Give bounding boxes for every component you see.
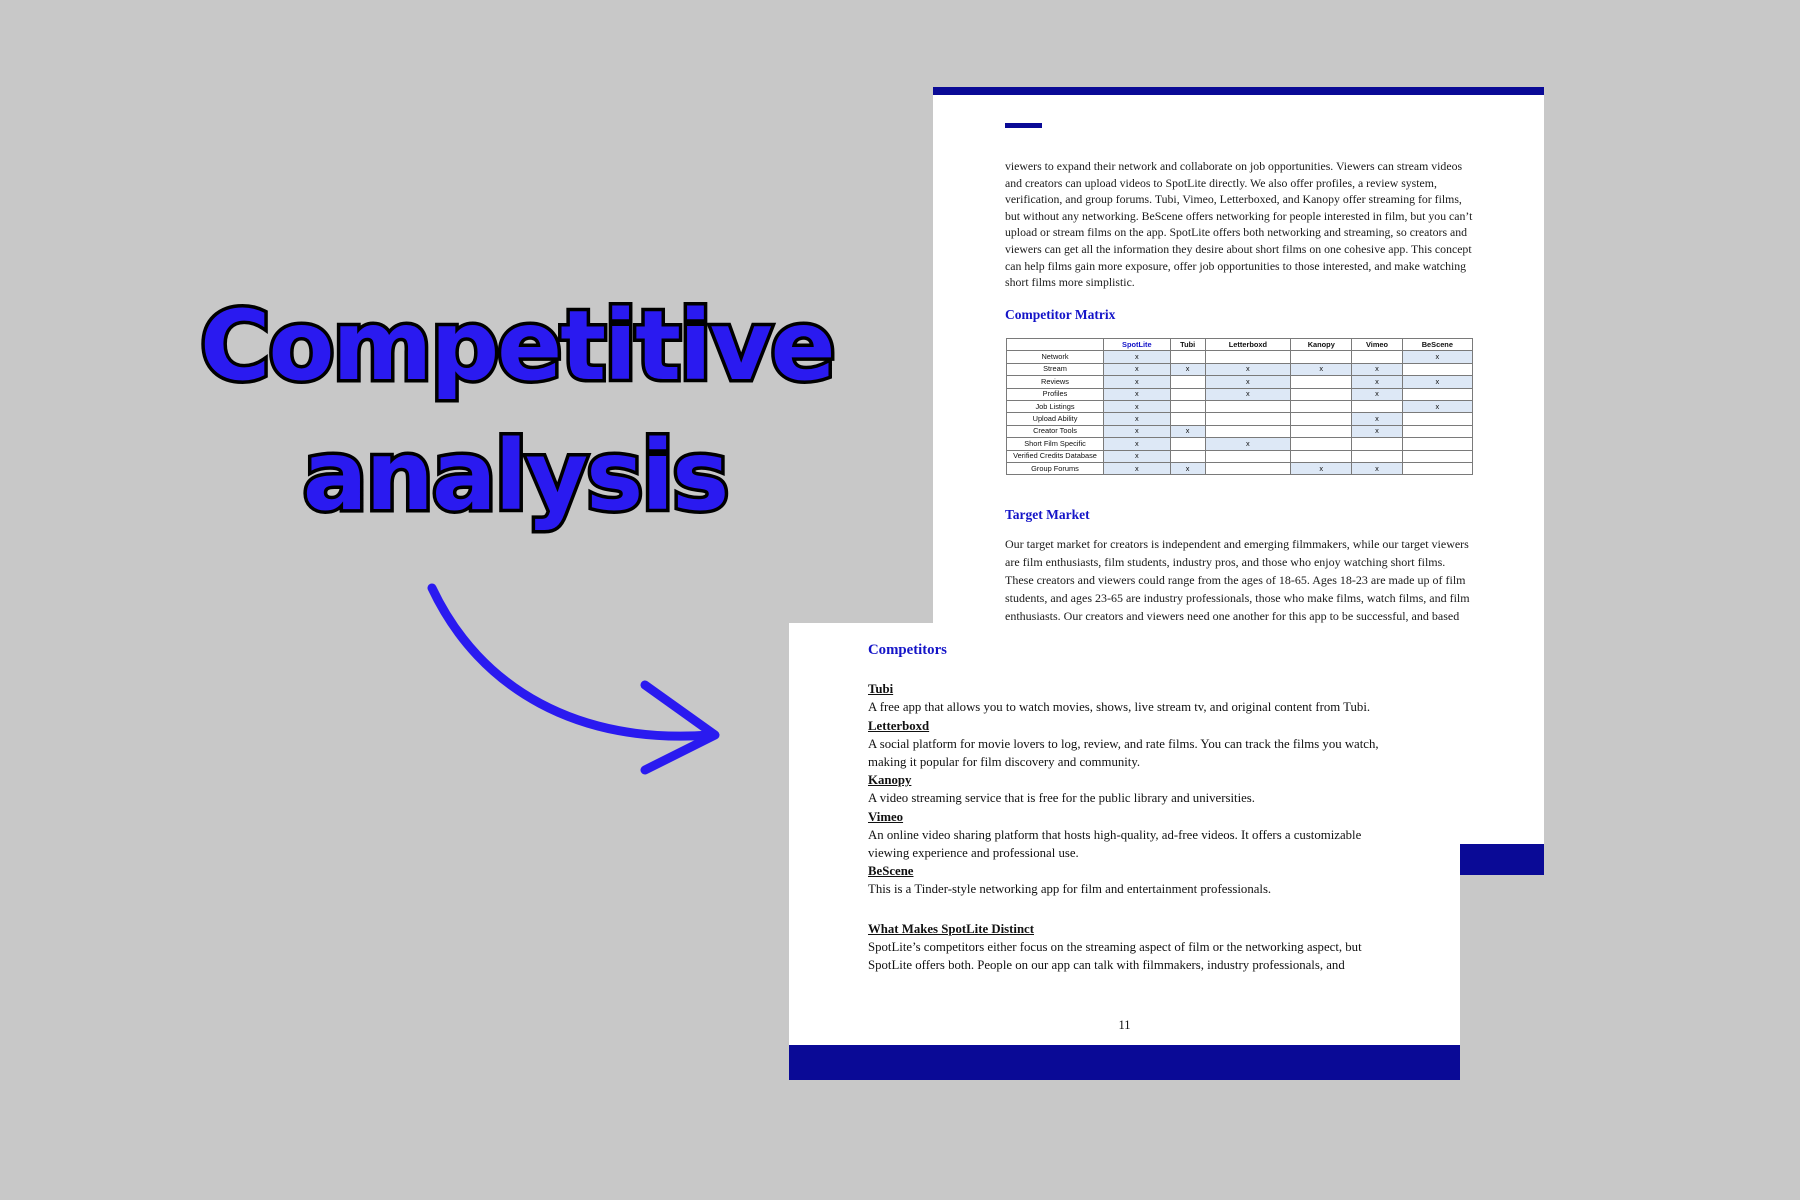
matrix-cell: [1170, 376, 1205, 388]
matrix-row-label: Group Forums: [1007, 462, 1104, 474]
matrix-cell: [1170, 351, 1205, 363]
matrix-cell: [1291, 425, 1352, 437]
competitor-name: Vimeo: [868, 809, 904, 824]
matrix-cell: x: [1205, 388, 1290, 400]
matrix-cell: [1352, 351, 1402, 363]
competitor-description: A free app that allows you to watch movies, shows, live stream tv, and original content from Tubi.: [868, 700, 1371, 715]
matrix-cell: x: [1352, 363, 1402, 375]
intro-paragraph: viewers to expand their network and collaborate on job opportunities. Viewers can stream videos and creators can upload videos to SpotLite directly. We also offer profiles, a review system, verification, and group forums. Tubi, Vimeo, Letterboxed, and Kanopy offer streaming for films, but without any networking. BeScene offers networking for people interested in film, but you can’t upload or stream films on the app. SpotLite offers both networking and streaming, so creators and viewers can get all the information they desire about short films on one cohesive app. This concept can help films gain more exposure, offer job opportunities to those interested, and make watching short films more simplistic.: [1005, 159, 1473, 290]
matrix-cell: x: [1104, 363, 1171, 375]
matrix-row: [1007, 462, 1473, 474]
matrix-cell: [1402, 438, 1472, 450]
matrix-row-label: Network: [1007, 351, 1104, 363]
matrix-cell: x: [1205, 438, 1290, 450]
matrix-cell: x: [1205, 376, 1290, 388]
matrix-cell: [1170, 450, 1205, 462]
matrix-cell: [1291, 413, 1352, 425]
competitor-name: BeScene: [868, 864, 914, 879]
curved-arrow-icon: [400, 570, 730, 790]
competitor-description: A social platform for movie lovers to log, review, and rate films. You can track the films you watch, making it popular for film discovery and community.: [868, 736, 1379, 770]
matrix-cell: [1402, 425, 1472, 437]
page-number: 11: [1118, 1018, 1131, 1032]
matrix-cell: x: [1402, 351, 1472, 363]
matrix-cell: x: [1104, 376, 1171, 388]
competitors-heading: Competitors: [868, 642, 947, 658]
matrix-cell: [1291, 400, 1352, 412]
target-market-paragraph: Our target market for creators is independent and emerging filmmakers, while our target viewers are film enthusiasts, film students, industry pros, and those who enjoy watching short films. These creators and viewers could range from the ages of 18-65. Ages 18-23 are made up of film students, and ages 23-65 are industry professionals, those who make films, watch films, and film enthusiasts. Our creators and viewers need one another for this app to be successful, and based: [1005, 537, 1470, 623]
competitor-name: Letterboxd: [868, 718, 930, 733]
matrix-row: [1007, 425, 1473, 437]
matrix-cell: x: [1205, 363, 1290, 375]
matrix-cell: [1205, 462, 1290, 474]
matrix-cell: [1205, 413, 1290, 425]
competitor-description: This is a Tinder-style networking app for film and entertainment professionals.: [868, 882, 1272, 897]
matrix-row: [1007, 450, 1473, 462]
matrix-cell: x: [1104, 413, 1171, 425]
matrix-cell: [1291, 388, 1352, 400]
matrix-row: [1007, 363, 1473, 375]
matrix-cell: x: [1104, 425, 1171, 437]
matrix-cell: x: [1104, 462, 1171, 474]
matrix-cell: [1291, 351, 1352, 363]
matrix-corner-cell: [1007, 339, 1104, 351]
matrix-column-header: BeScene: [1402, 339, 1472, 351]
matrix-cell: x: [1352, 425, 1402, 437]
matrix-cell: [1352, 438, 1402, 450]
matrix-row: [1007, 388, 1473, 400]
matrix-column-header: Tubi: [1170, 339, 1205, 351]
matrix-cell: x: [1402, 400, 1472, 412]
matrix-cell: [1291, 376, 1352, 388]
matrix-cell: x: [1104, 400, 1171, 412]
matrix-cell: x: [1170, 462, 1205, 474]
matrix-cell: [1205, 351, 1290, 363]
matrix-cell: x: [1352, 413, 1402, 425]
matrix-cell: [1402, 450, 1472, 462]
matrix-cell: [1352, 450, 1402, 462]
matrix-row: [1007, 413, 1473, 425]
matrix-row-label: Job Listings: [1007, 400, 1104, 412]
matrix-cell: [1291, 438, 1352, 450]
matrix-cell: [1402, 462, 1472, 474]
matrix-cell: [1352, 400, 1402, 412]
matrix-row: [1007, 376, 1473, 388]
matrix-cell: [1205, 400, 1290, 412]
matrix-row-label: Creator Tools: [1007, 425, 1104, 437]
matrix-row-label: Profiles: [1007, 388, 1104, 400]
matrix-cell: x: [1104, 351, 1171, 363]
matrix-cell: [1402, 413, 1472, 425]
matrix-cell: [1291, 450, 1352, 462]
matrix-row: [1007, 438, 1473, 450]
competitor-description: A video streaming service that is free for the public library and universities.: [868, 791, 1255, 806]
matrix-heading: Competitor Matrix: [1005, 307, 1116, 322]
matrix-row-label: Verified Credits Database: [1007, 450, 1104, 462]
matrix-row-label: Stream: [1007, 363, 1104, 375]
matrix-column-header: Letterboxd: [1205, 339, 1290, 351]
matrix-column-header: Vimeo: [1352, 339, 1402, 351]
competitor-name: Kanopy: [868, 773, 912, 788]
page-bottom-bar: [789, 1045, 1460, 1080]
competitor-matrix-table: [1006, 338, 1473, 475]
matrix-cell: x: [1104, 388, 1171, 400]
distinct-heading: What Makes SpotLite Distinct: [868, 921, 1035, 936]
matrix-cell: x: [1104, 450, 1171, 462]
front-document-page: [789, 623, 1460, 1080]
matrix-cell: [1170, 413, 1205, 425]
matrix-row-label: Upload Ability: [1007, 413, 1104, 425]
matrix-column-header: Kanopy: [1291, 339, 1352, 351]
matrix-cell: [1402, 363, 1472, 375]
matrix-cell: [1205, 425, 1290, 437]
matrix-cell: x: [1170, 425, 1205, 437]
matrix-row-label: Reviews: [1007, 376, 1104, 388]
matrix-cell: x: [1170, 363, 1205, 375]
matrix-cell: [1402, 388, 1472, 400]
matrix-cell: [1205, 450, 1290, 462]
headline-line-2: analysis: [302, 420, 728, 532]
target-market-heading: Target Market: [1005, 507, 1090, 522]
matrix-cell: x: [1402, 376, 1472, 388]
distinct-paragraph: SpotLite’s competitors either focus on the streaming aspect of film or the networking aspect, but SpotLite offers both. People on our app can talk with filmmakers, industry professionals, and: [868, 939, 1362, 973]
matrix-cell: [1170, 400, 1205, 412]
competitor-list: [868, 680, 1388, 898]
matrix-row: [1007, 400, 1473, 412]
page-top-bar: [933, 87, 1544, 95]
matrix-cell: x: [1352, 462, 1402, 474]
page-accent-dash: [1005, 123, 1042, 128]
competitor-description: An online video sharing platform that hosts high-quality, ad-free videos. It offers a customizable viewing experience and professional use.: [868, 827, 1362, 861]
matrix-row-label: Short Film Specific: [1007, 438, 1104, 450]
matrix-cell: [1170, 388, 1205, 400]
headline-line-1: Competitive: [200, 290, 834, 402]
matrix-cell: x: [1352, 376, 1402, 388]
matrix-cell: x: [1291, 462, 1352, 474]
competitor-name: Tubi: [868, 682, 894, 697]
matrix-row: [1007, 351, 1473, 363]
matrix-cell: x: [1291, 363, 1352, 375]
matrix-cell: x: [1352, 388, 1402, 400]
matrix-cell: x: [1104, 438, 1171, 450]
matrix-column-header: SpotLite: [1104, 339, 1171, 351]
matrix-cell: [1170, 438, 1205, 450]
